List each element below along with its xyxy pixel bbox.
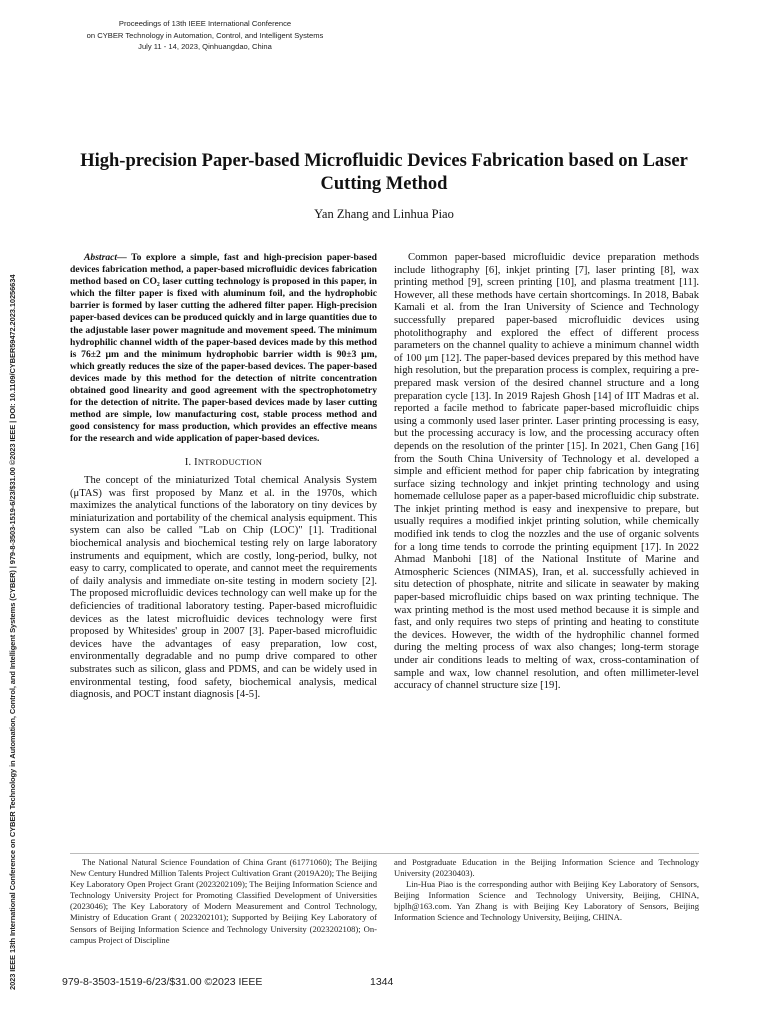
abstract [70, 252, 377, 446]
funding-footnote-text: The National Natural Science Foundation of China Grant (61771060); The Beijing New Century Hundred Million Talents Project Cultivation Grant (2019A20); The Beijing Key Laboratory Open Project Grant (2023202109); The Beijing Information Science and Technology University Project for Promoting Classified Development of Universities (2023046); The Key Laboratory of Modern Measurement and Control Technology, Ministry of Education Grant ( 2023202101); Supported by Beijing Key Laboratory of Sensors of Beijing Information Science and Technology University (2023202108); On-campus Project of Discipline [70, 857, 377, 945]
section-numeral: I. [184, 456, 192, 468]
copyright-line: 979-8-3503-1519-6/23/$31.00 ©2023 IEEE [62, 976, 263, 988]
page-number: 1344 [370, 976, 394, 988]
conference-header-line2: on CYBER Technology in Automation, Control, and Intelligent Systems [86, 30, 324, 40]
corresponding-author-note: Lin-Hua Piao is the corresponding author with Beijing Key Laboratory of Sensors, Beijing Information Science and Technology University, Beijing, CHINA, bjplh@163.com. Yan Zhang is with Beijing Key Laboratory of Sensors, Beijing Information Science and Technology University, Beijing, CHINA. [394, 879, 699, 923]
abstract-text: — To explore a simple, fast and high-precision paper-based devices fabrication method, a paper-based microfluidic devices fabrication method based on CO₂ laser cutting technology is proposed in this paper, in which the filter paper is fixed with aluminum foil, and the hydrophobic barrier is formed by laser cutting the adhered filter paper. High-precision paper-based devices can be produced quickly and in large quantities due to the adjustable laser power magnitude and movement speed. The minimum hydrophilic channel width of the paper-based devices made by this method is 76±2 μm and the minimum hydrophobic barrier width is 90±3 μm, which greatly reduces the size of the paper-based devices. The paper-based devices made by this method for the detection of nitrite concentration obtained good linearity and good agreement with the spectrophotometry for the detection of nitrite. The paper-based devices made by laser cutting method are simple, low manufacturing cost, stable process method and good consistency for mass production, which provides an effective means for the research and wide application of paper-based devices. [70, 252, 377, 445]
abstract-label: Abstract [84, 252, 118, 263]
left-column [70, 252, 377, 702]
intro-paragraph: The concept of the miniaturized Total chemical Analysis System (μTAS) was first proposed by Manz et al. in the 1970s, which maximizes the analytical functions of the laboratory on tiny devices by miniaturization and portability of the chemical analysis equipment. This system can also be called "Lab on Chip (LOC)" [1]. Traditional biochemical analysis and biochemical testing rely on large laboratory instruments and equipment, which are costly, long-period, bulky, not easy to carry, complicated to operate, and cannot meet the requirements of daily analysis and immediate on-site testing in modern society [2]. The proposed microfluidic devices technology can well make up for the deficiencies of traditional laboratory testing. Paper-based microfluidic devices as the latest microfluidic devices technology were first proposed by Whitesides' group in 2007 [3]. Paper-based microfluidic devices have the advantages of easy preparation, low cost, environmentally degradable and no pump drive compared to other substrates such as silicon, glass and PDMS, and can be widely used in environmental testing, food safety, biochemical analysis, medical diagnosis, and POCT instant diagnosis [4-5]. [70, 475, 377, 701]
paper-title: High-precision Paper-based Microfluidic Devices Fabrication based on Laser Cutting Method [80, 151, 688, 194]
conference-header-line3: July 11 - 14, 2023, Qinhuangdao, China [138, 42, 272, 51]
funding-footnote [70, 857, 377, 946]
footnote-divider [70, 853, 699, 854]
section-heading-introduction [70, 456, 377, 470]
paper-authors: Yan Zhang and Linhua Piao [314, 207, 454, 221]
section-title-rest: NTRODUCTION [197, 456, 263, 467]
doi-side-strip: 2023 IEEE 13th International Conference on CYBER Technology in Automation, Control, and Intelligent Systems (CYBER) | 979-8-3503-1519-6/23/$31.00 ©2023 IEEE | DOI: 10.1109/CYBER59472.2023.10256634 [8, 274, 17, 990]
right-column [394, 252, 699, 693]
affiliation-footnote [394, 857, 699, 924]
section-initial: I [194, 456, 198, 468]
conference-header [40, 18, 370, 53]
methods-paragraph: Common paper-based microfluidic device preparation methods include lithography [6], inkjet printing [7], laser printing [8], wax printing method [9], screen printing [10], and plasma treatment [11]. However, all these methods have certain shortcomings. In 2018, Babak Kamali et al. from the Iran University of Science and Technology successfully prepared paper-based microfluidic devices using photolithography and explored the effect of different process parameters on the channel quality to achieve a minimum channel width of 100 μm [12]. The paper-based devices prepared by this method have high resolution, but the preparation process is complex, requiring a pre-prepared mask version of the desired channel structure and a long preparation cycle [13]. In 2019 Rajesh Ghosh [14] of IIT Madras et al. reported a facile method to fabricate paper-based microfluidic chips using a commonly used laser printer. Laser printing processing is easy, but the processing accuracy is low, and the processing accuracy often depends on the resolution of the printer [15]. In 2021, Chen Gang [16] from the South China University of Technology et al. developed a simple and efficient method for paper chip fabrication by integrating surface sizing technology and inkjet printing technology and using homemade cellulose paper as a paper-based microfluidic chip substrate. The inkjet printing method is easy and inexpensive to prepare, but usually requires a modified inkjet printing solution, while chemically modified ink tends to clog the nozzles and the use of organic solvents for a long time tends to corrode the printing equipment [17]. In 2022 Ahmad Manbohi [18] of the National Institute of Marine and Atmospheric Sciences (NIMAS), Iran, et al. successfully achieved in situ detection of phosphate, nitrite and silicate in seawater by making paper-based microfluidic chips based on wax printing technique. The wax printing method is the most used method because it is simple and fast, and only requires two steps of printing and heating to constitute the devices. However, the width of the hydrophilic channel formed during the melting process of wax also changes; long-term storage under air conditions leads to melting of wax, cross-contamination of sample and wax, low channel resolution, and often millimeter-level accuracy of channel structure size [19]. [394, 252, 699, 692]
funding-footnote-continued: and Postgraduate Education in the Beijing Information Science and Technology University (20230403). [394, 857, 699, 879]
conference-header-line1: Proceedings of 13th IEEE International Conference [118, 19, 292, 28]
